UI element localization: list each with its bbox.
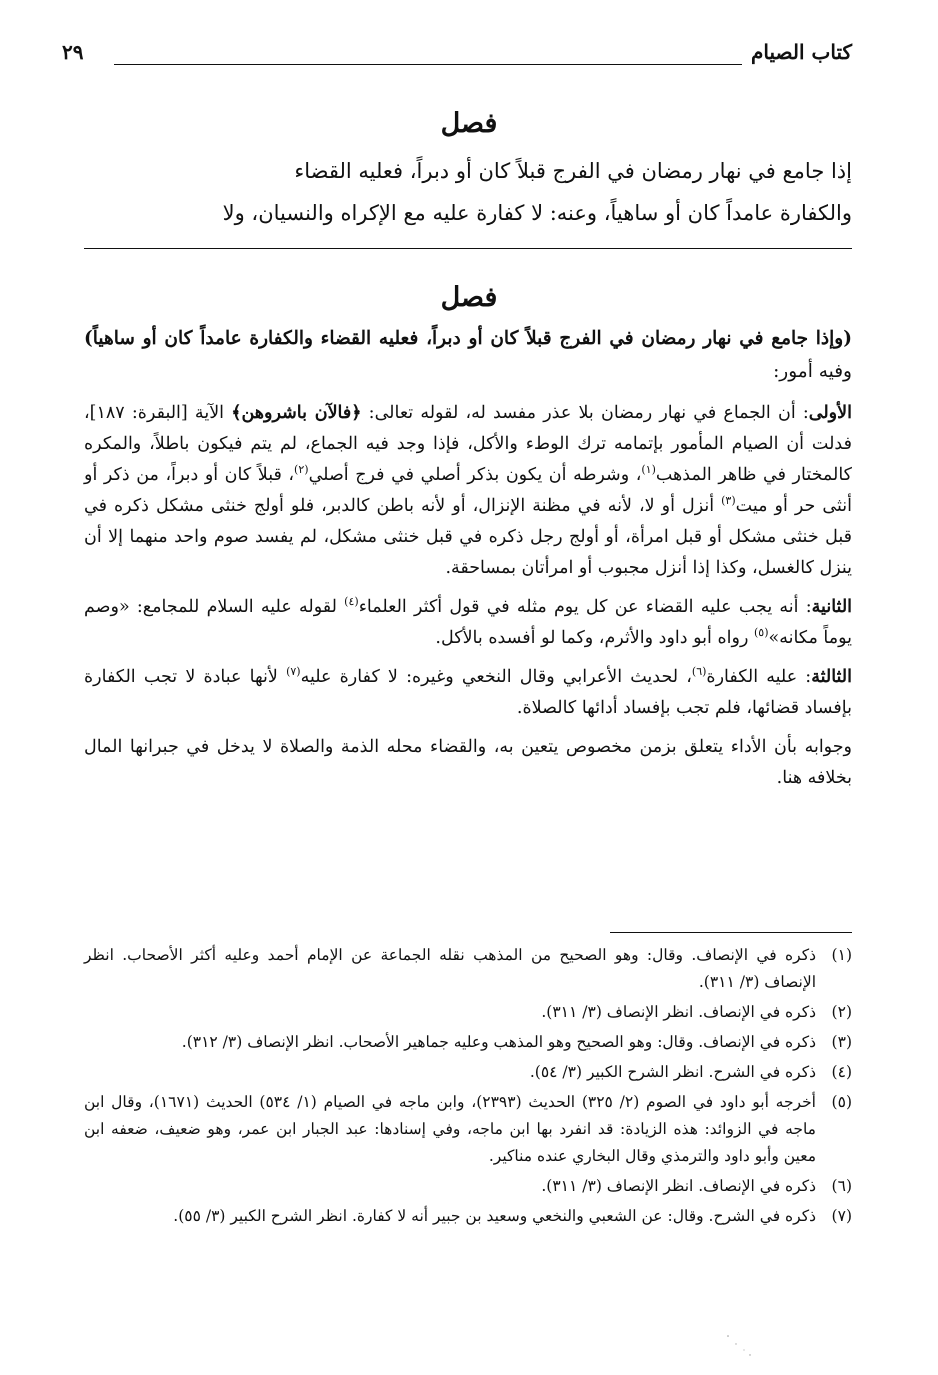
paragraph-third: الثالثة: عليه الكفارة$^{(٦)}$، لحديث الأعرابي وقال النخعي وغيره: لا كفارة عليه$^{(٧)}$ لأنها عبادة لا تجب الكفارة بإفساد قضائها، فلم تجب بإفساد أدائها كالصلاة.: [84, 665, 853, 718]
footnote-5: (٥) أخرجه أبو داود في الصوم (٢/ ٣٢٥) الحديث (٢٣٩٣)، وابن ماجه في الصيام (١/ ٥٣٤) الحديث (١٦٧١)، وقال ابن ماجه في الزوائد: هذه الزيادة: قد انفرد بها ابن ماجه، وفي إسنادها: عبد الجبار ابن عمر، وهو ضعيف، ضعفه ابن معين وأبو داود والترمذي وقال البخاري عنده مناكير.: [84, 1093, 852, 1165]
footnote-7: (٧) ذكره في الشرح. وقال: عن الشعبي والنخعي وسعيد بن جبير أنه لا كفارة. انظر الشرح الكبير (٣/ ٥٥).: [173, 1207, 852, 1225]
commentary-body: [84, 322, 852, 802]
quoted-matn: (وإذا جامع في نهار رمضان في الفرج قبلاً كان أو دبراً، فعليه القضاء والكفارة عامداً كان أو ساهياً) وفيه أمور:: [84, 328, 852, 382]
lead-third: الثالثة: [811, 667, 853, 687]
running-header: [62, 40, 852, 70]
footnote-1: (١) ذكره في الإنصاف. وقال: وهو الصحيح من المذهب نقله الجماعة عن الإمام أحمد وعليه أكثر الأصحاب. انظر الإنصاف (٣/ ٣١١).: [84, 946, 852, 991]
matn-separator: [84, 248, 852, 249]
footnote-3: (٣) ذكره في الإنصاف. وقال: وهو الصحيح وهو المذهب وعليه جماهير الأصحاب. انظر الإنصاف (٣/ ٣١٢).: [181, 1033, 852, 1051]
footnote-ref-4[interactable]: (٤): [344, 595, 359, 609]
page-number: ٢٩: [62, 40, 84, 64]
footnote-6: (٦) ذكره في الإنصاف. انظر الإنصاف (٣/ ٣١١).: [541, 1177, 852, 1195]
footnote-ref-7[interactable]: (٧): [286, 665, 301, 679]
footnotes: [84, 942, 852, 1233]
book-title: كتاب الصيام: [751, 40, 852, 64]
footnote-separator: [610, 932, 852, 933]
matn-line-2: والكفارة عامداً كان أو ساهياً، وعنه: لا كفارة عليه مع الإكراه والنسيان، ولا: [222, 201, 852, 225]
footnote-ref-1[interactable]: (١): [641, 463, 656, 477]
footnote-ref-2[interactable]: (٢): [294, 463, 309, 477]
footnote-ref-5[interactable]: (٥): [753, 626, 769, 640]
matn-line-1: إذا جامع في نهار رمضان في الفرج قبلاً كان أو دبراً، فعليه القضاء: [294, 159, 852, 183]
matn-text: [84, 150, 852, 234]
lead-first: الأولى: [808, 403, 852, 423]
paragraph-answer: وجوابه بأن الأداء يتعلق بزمن مخصوص يتعين به، والقضاء محله الذمة والصلاة لا يدخل في جبرانها المال بخلافه هنا.: [84, 737, 852, 788]
footnote-2: (٢) ذكره في الإنصاف. انظر الإنصاف (٣/ ٣١١).: [541, 1003, 852, 1021]
footnote-ref-6[interactable]: (٦): [691, 665, 707, 679]
paragraph-first: الأولى: أن الجماع في نهار رمضان بلا عذر مفسد له، لقوله تعالى: ﴿فالآن باشروهن﴾ الآية [البقرة: ١٨٧]، فدلت أن الصيام المأمور بإتمامه ترك الوطء والأكل، فإذا وجد فيه الجماع، لم يتم فيكون باطلاً، والمكره كالمختار في ظاهر المذهب$^{(١)}$، وشرطه أن يكون بذكر أصلي في فرج أصلي$^{(٢)}$، قبلاً كان أو دبراً، من ذكر أو أنثى حر أو ميت$^{(٣)}$ أنزل أو لا، لأنه في مظنة الإنزال، أو لأنه باطن كالدبر، فلو أولج خنثى مشكل ذكره في قبل خنثى مشكل أو قبل امرأة، أو أولج رجل ذكره في قبل خنثى مشكل، لم يفسد صوم واحد منهما إلا أن ينزل كالغسل، وكذا إذا أنزل مجبوب أو امرأتان بمساحقة.: [84, 403, 853, 578]
footnote-ref-3[interactable]: (٣): [721, 494, 736, 508]
lead-second: الثانية: [811, 597, 853, 617]
scan-specks: [720, 1330, 760, 1360]
header-rule: [114, 64, 742, 65]
footnote-4: (٤) ذكره في الشرح. انظر الشرح الكبير (٣/ ٥٤).: [529, 1063, 852, 1081]
quran-verse: ﴿فالآن باشروهن﴾: [231, 403, 362, 423]
paragraph-second: الثانية: أنه يجب عليه القضاء عن كل يوم مثله في قول أكثر العلماء$^{(٤)}$ لقوله عليه السلام للمجامع: «وصم يوماً مكانه»$^{(٥)}$ رواه أبو داود والأثرم، وكما لو أفسده بالأكل.: [84, 595, 853, 648]
section-title-2: فصل: [440, 282, 498, 313]
section-title-1: فصل: [440, 108, 498, 139]
